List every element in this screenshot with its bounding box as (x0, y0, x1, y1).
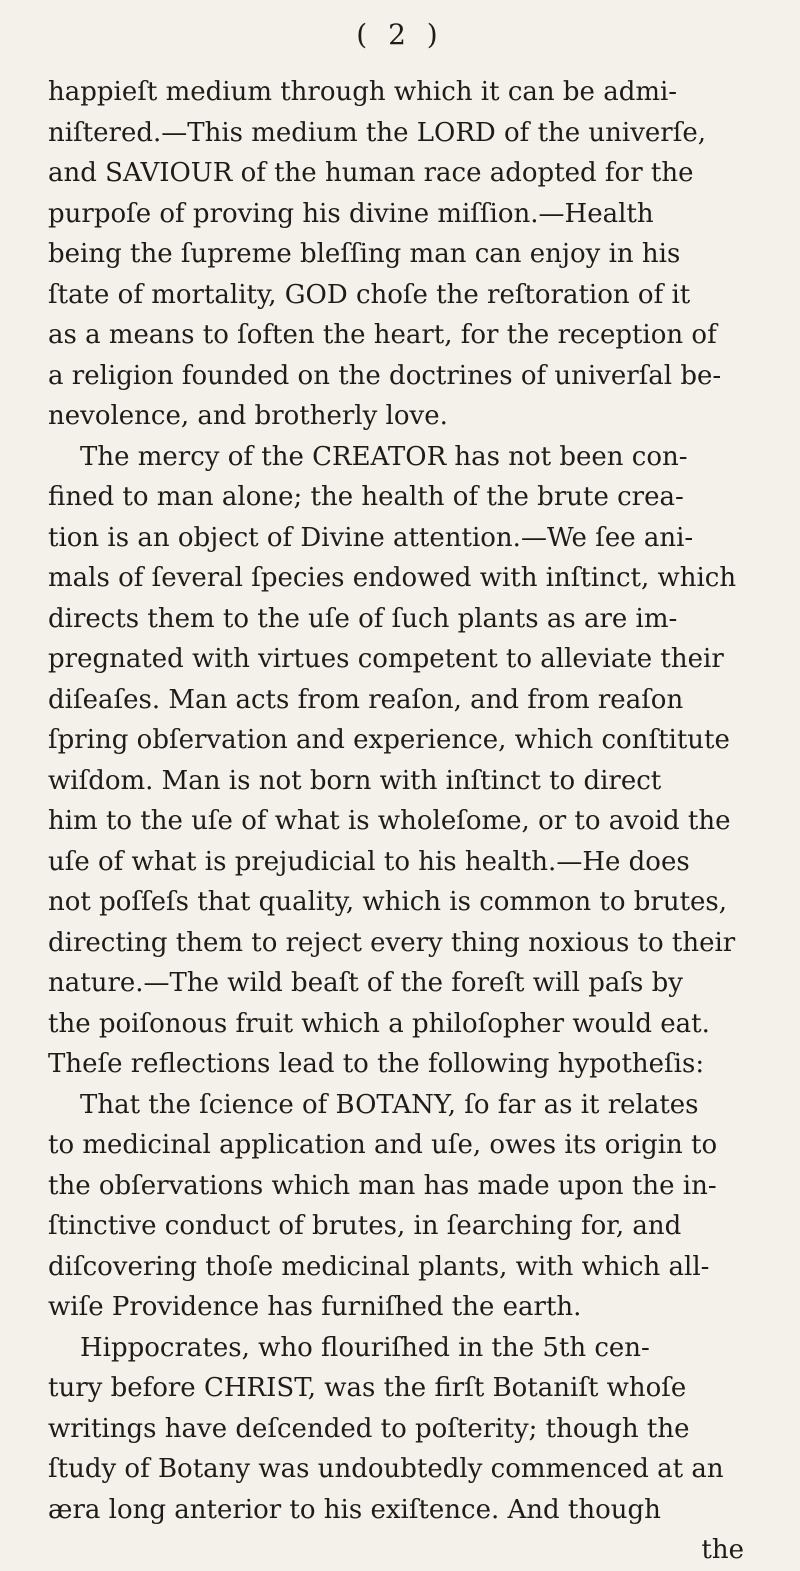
text-line: Theſe reflections lead to the following hypotheſis: (48, 1049, 705, 1079)
text-line: to medicinal application and uſe, owes its origin to (48, 1130, 718, 1160)
text-line: ſtate of mortality, GOD choſe the reſtoration of it (48, 279, 691, 310)
text-line: not poſſeſs that quality, which is common to brutes, (48, 887, 728, 917)
text-line: diſeaſes. Man acts from reaſon, and from reaſon (48, 684, 684, 715)
text-line: niſtered.—This medium the LORD of the univerſe, (48, 117, 706, 148)
text-line: ſtinctive conduct of brutes, in ſearching for, and (48, 1211, 682, 1241)
text-line: directs them to the uſe of ſuch plants as are im- (48, 603, 678, 634)
text-line: the poiſonous fruit which a philoſopher would eat. (48, 1008, 710, 1039)
text-line: purpoſe of proving his divine miſſion.—Health (48, 198, 654, 229)
catchword: the (701, 1535, 744, 1565)
text-line: æra long anterior to his exiſtence. And though (48, 1494, 661, 1525)
text-line: and SAVIOUR of the human race adopted for the (48, 158, 694, 188)
text-line: him to the uſe of what is wholeſome, or to avoid the (48, 806, 731, 836)
text-line: wiſe Providence has furniſhed the earth. (48, 1292, 582, 1322)
text-line: ſpring obſervation and experience, which conſtitute (48, 725, 730, 755)
text-line: nature.—The wild beaſt of the foreſt will paſs by (48, 968, 683, 998)
paragraph-start-line: Hippocrates, who flouriſhed in the 5th cen- (80, 1332, 650, 1363)
text-line: as a means to ſoften the heart, for the reception of (48, 320, 717, 350)
text-line: pregnated with virtues competent to alleviate their (48, 644, 724, 674)
text-line: writings have deſcended to poſterity; though the (48, 1413, 690, 1444)
text-line: directing them to reject every thing noxious to their (48, 927, 736, 958)
text-line: tion is an object of Divine attention.—We ſee ani- (48, 522, 694, 553)
paragraph-start-line: That the ſcience of BOTANY, ſo far as it relates (80, 1089, 699, 1120)
body-text (48, 72, 758, 1571)
text-line: being the ſupreme bleſſing man can enjoy in his (48, 239, 681, 269)
text-line: mals of ſeveral ſpecies endowed with inſtinct, which (48, 563, 737, 593)
text-line: uſe of what is prejudicial to his health.—He does (48, 846, 690, 877)
text-line: fined to man alone; the health of the brute crea- (48, 482, 684, 512)
text-line: nevolence, and brotherly love. (48, 401, 448, 431)
text-line: wiſdom. Man is not born with inſtinct to direct (48, 765, 662, 796)
text-line: diſcovering thoſe medicinal plants, with which all- (48, 1251, 710, 1282)
text-line: the obſervations which man has made upon the in- (48, 1170, 717, 1201)
text-line: happieſt medium through which it can be admi- (48, 77, 678, 107)
paragraph-start-line: The mercy of the CREATOR has not been con- (80, 441, 688, 472)
text-line: a religion founded on the doctrines of univerſal be- (48, 360, 722, 391)
page-number: ( 2 ) (356, 18, 444, 51)
text-line: tury before CHRIST, was the firſt Botaniſt whoſe (48, 1373, 687, 1403)
text-line: ſtudy of Botany was undoubtedly commenced at an (48, 1454, 724, 1484)
